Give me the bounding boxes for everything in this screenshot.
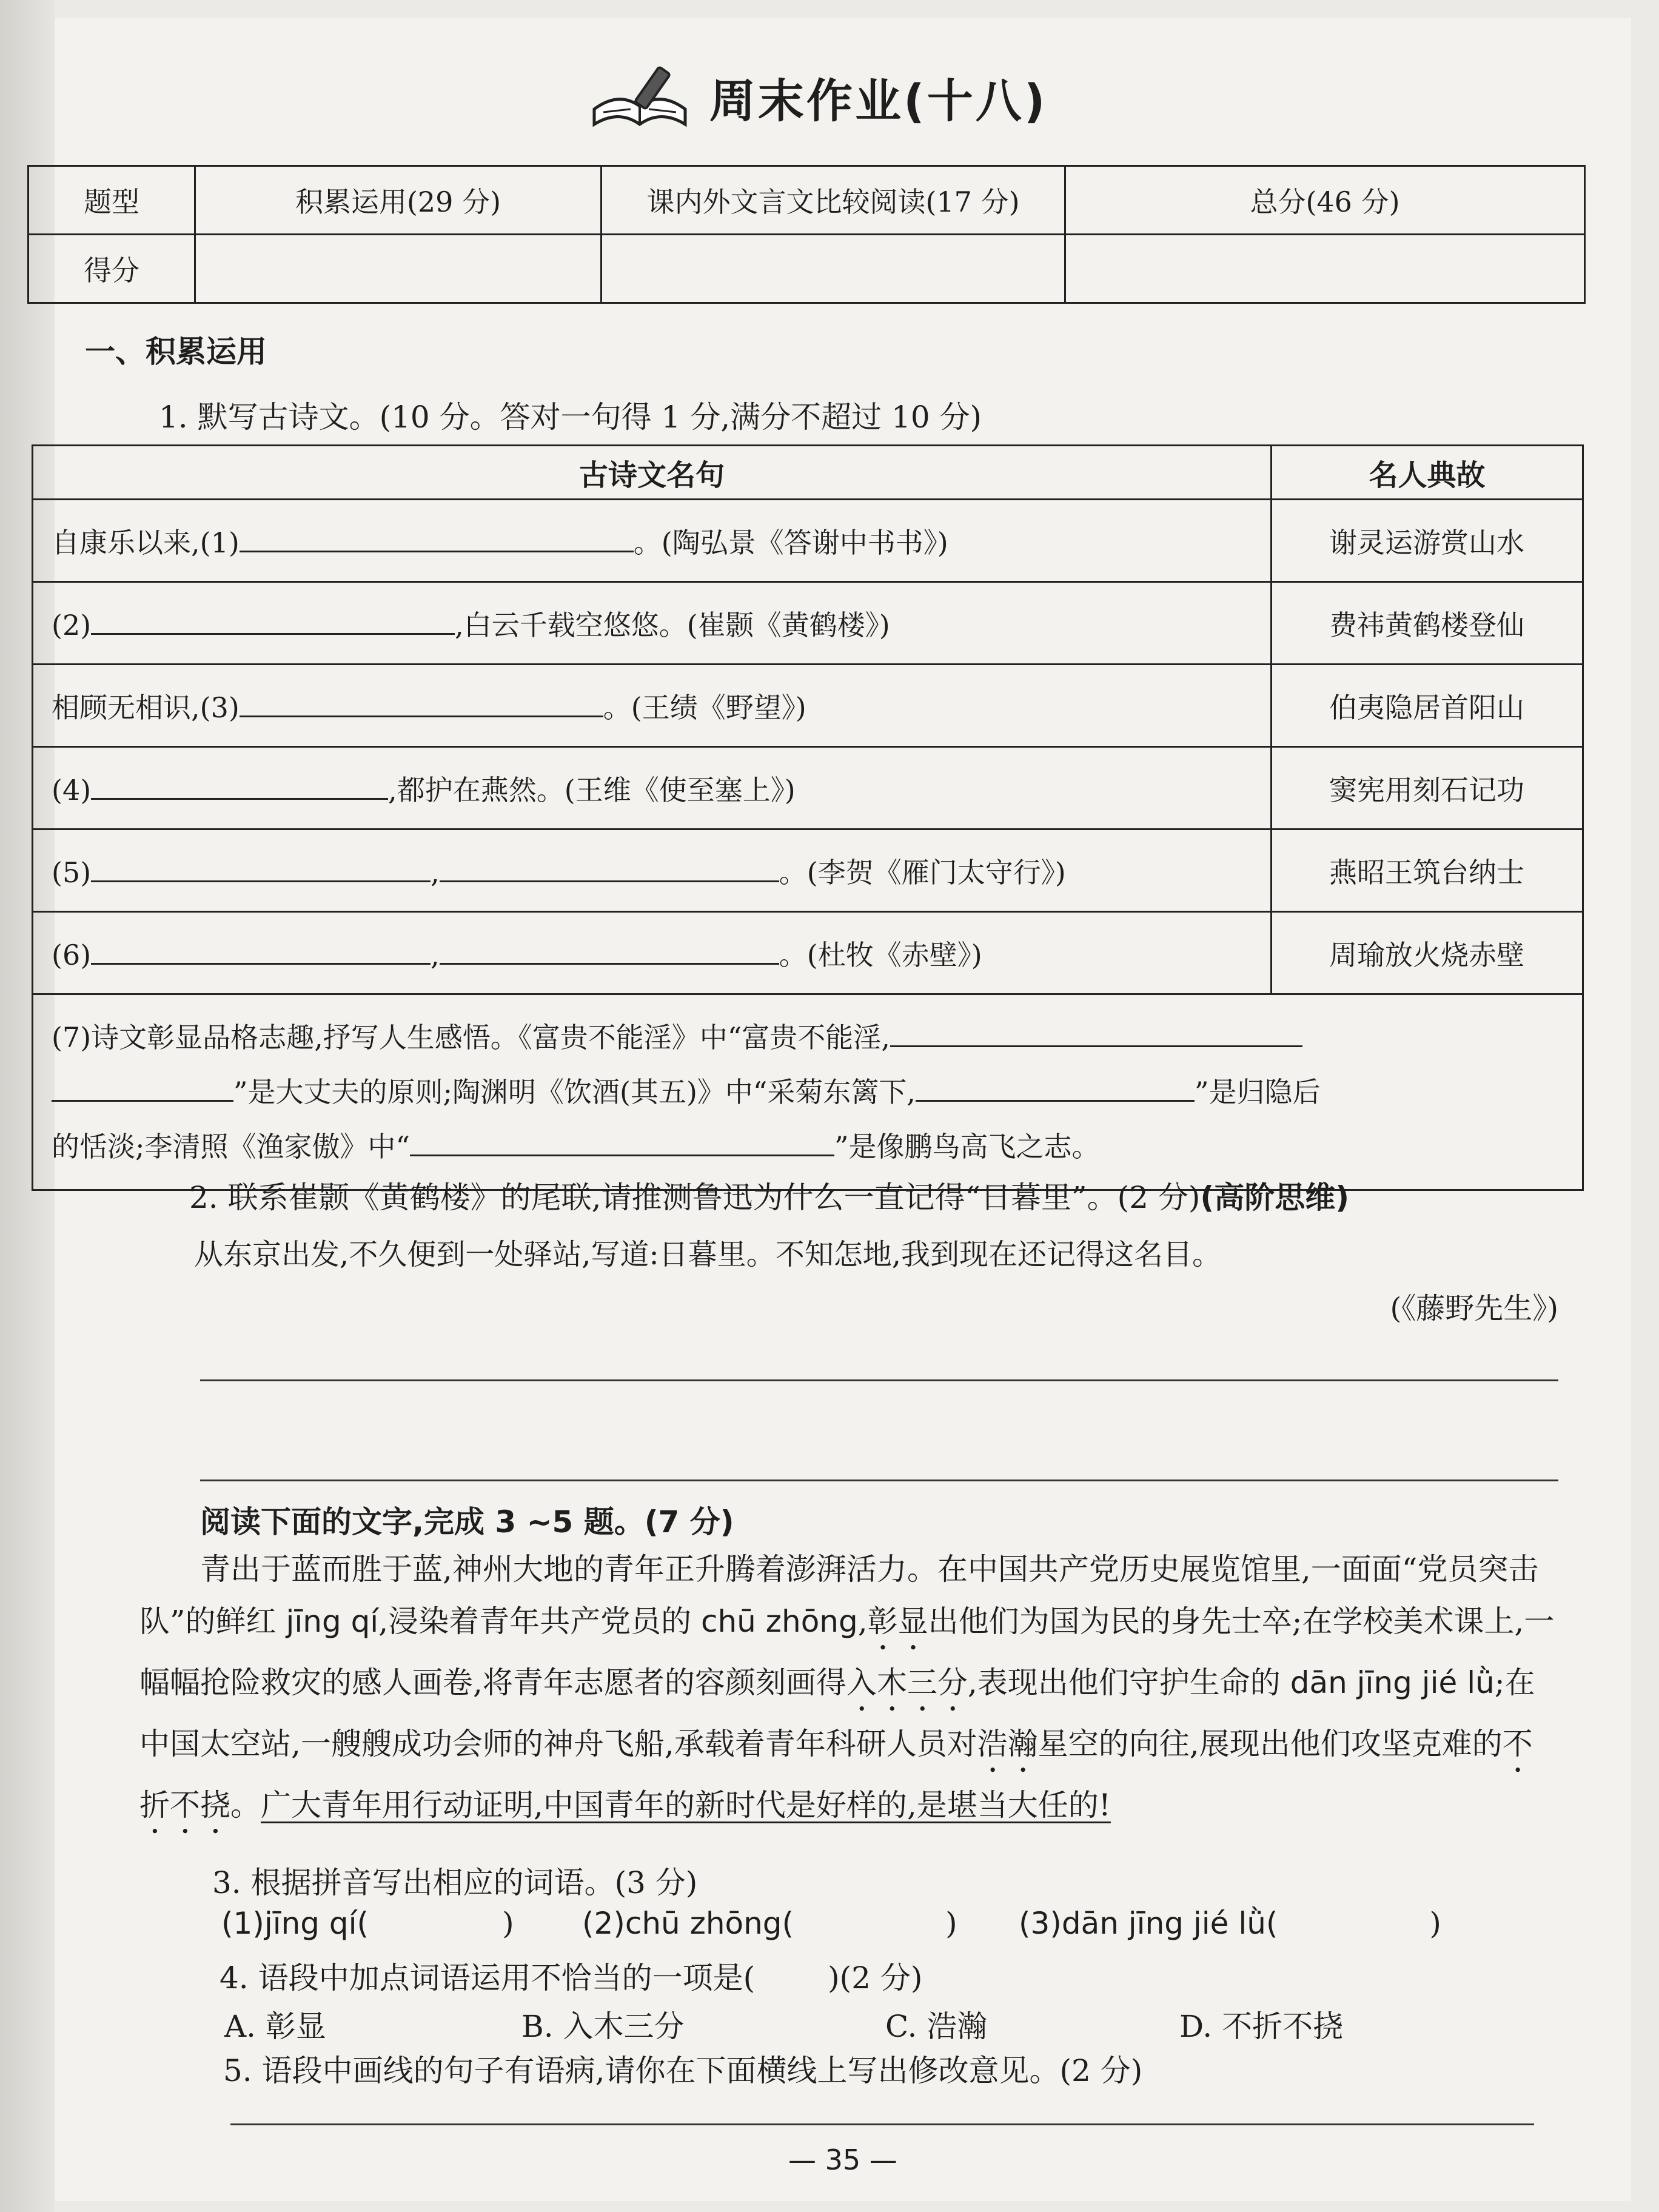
answer-blank[interactable] [52, 1076, 233, 1102]
score-row-label: 得分 [28, 235, 195, 303]
q3-item-3: (3)dān jīng jié lǜ( ) [1019, 1906, 1441, 1941]
poem-row [33, 665, 1583, 747]
score-table [27, 165, 1586, 304]
page-number: — 35 — [788, 2143, 897, 2176]
answer-blank[interactable] [916, 1076, 1195, 1102]
question-3: 3. 根据拼音写出相应的词语。(3 分) [212, 1865, 698, 1900]
q3-item-2: (2)chū zhōng( ) [582, 1906, 957, 1941]
poem-cell: (2) ,白云千载空悠悠。(崔颢《黄鹤楼》) [33, 582, 1272, 665]
famous-header: 名人典故 [1272, 446, 1583, 500]
score-header-row [28, 166, 1585, 235]
famous-cell: 费祎黄鹤楼登仙 [1272, 582, 1583, 665]
poem-cell: 自康乐以来,(1) 。(陶弘景《答谢中书书》) [33, 500, 1272, 582]
section-heading: 一、积累运用 [85, 334, 267, 369]
question-4: 4. 语段中加点词语运用不恰当的一项是( )(2 分) [220, 1960, 923, 1996]
score-row [28, 235, 1585, 303]
answer-blank[interactable] [440, 856, 779, 882]
answer-blank[interactable] [890, 1021, 1302, 1047]
dotted-word: 浩瀚 [977, 1726, 1038, 1761]
famous-cell: 燕昭王筑台纳士 [1272, 830, 1583, 912]
score-input-cell[interactable] [195, 235, 602, 303]
answer-line[interactable] [200, 1379, 1558, 1381]
poem-cell: (6) , 。(杜牧《赤壁》) [33, 912, 1272, 994]
poem-row [33, 912, 1583, 994]
option-b[interactable]: B. 入木三分 [521, 2009, 685, 2044]
underlined-sentence: 广大青年用行动证明,中国青年的新时代是好样的,是堪当大任的! [261, 1788, 1111, 1823]
quote-box [121, 1231, 1558, 1327]
answer-blank[interactable] [91, 856, 431, 882]
reading-intro: 阅读下面的文字,完成 3 ~5 题。(7 分) [200, 1504, 734, 1540]
dotted-word: 入木三分 [846, 1665, 968, 1700]
open-book-pencil-icon [588, 61, 691, 133]
answer-blank[interactable] [91, 774, 388, 800]
poem-cell: 相顾无相识,(3) 。(王绩《野望》) [33, 665, 1272, 747]
option-d[interactable]: D. 不折不挠 [1179, 2009, 1344, 2044]
page-title: 周末作业(十八) [709, 73, 1048, 128]
higher-order-tag: (高阶思维) [1200, 1180, 1350, 1215]
score-header-cell: 总分(46 分) [1065, 166, 1585, 235]
answer-blank[interactable] [91, 939, 431, 965]
famous-cell: 周瑜放火烧赤壁 [1272, 912, 1583, 994]
score-header-cell: 题型 [28, 166, 195, 235]
famous-cell: 伯夷隐居首阳山 [1272, 665, 1583, 747]
poem-cell: (4) ,都护在燕然。(王维《使至塞上》) [33, 747, 1272, 830]
poem-row [33, 747, 1583, 830]
poem-header: 古诗文名句 [33, 446, 1272, 500]
famous-cell: 窦宪用刻石记功 [1272, 747, 1583, 830]
option-c[interactable]: C. 浩瀚 [885, 2009, 988, 2044]
famous-cell: 谢灵运游赏山水 [1272, 500, 1583, 582]
poem-cell: (5) , 。(李贺《雁门太守行》) [33, 830, 1272, 912]
poem-row [33, 582, 1583, 665]
reading-paragraph: 青出于蓝而胜于蓝,神州大地的青年正升腾着澎湃活力。在中国共产党历史展览馆里,一面面“党员突击队”的鲜红 jīng qí,浸染着青年共产党员的 chū zhōng,彰显出他们为国为民的身先士卒;在学校美术课上,一幅幅抢险救灾的感人画卷,将青年志愿者的容颜刻画得入木三分,表现出他们守护生命的 dān jīng jié lǜ;在中国太空站,一艘艘成功会师的神舟飞船,承载着青年科研人员对浩瀚星空的向往,展现出他们攻坚克难的不折不挠。广大青年用行动证明,中国青年的新时代是好样的,是堪当大任的! [139, 1552, 1555, 1823]
quote-text: 从东京出发,不久便到一处驿站,写道:日暮里。不知怎地,我到现在还记得这名目。 [194, 1238, 1221, 1272]
poem-cell-7: (7)诗文彰显品格志趣,抒写人生感悟。《富贵不能淫》中“富贵不能淫, ”是大丈夫的原则;陶渊明《饮酒(其五)》中“采菊东篱下, ”是归隐后 的恬淡;李清照《渔家傲》中“ ”是像鹏鸟高飞之志。 [33, 994, 1583, 1190]
answer-blank[interactable] [91, 609, 455, 635]
score-input-cell[interactable] [1065, 235, 1585, 303]
q3-item-1: (1)jīng qí( ) [221, 1906, 514, 1941]
answer-blank[interactable] [240, 691, 603, 717]
question-2: 2. 联系崔颢《黄鹤楼》的尾联,请推测鲁迅为什么一直记得“日暮里”。(2 分)(高阶思维) [189, 1180, 1350, 1215]
pinyin: dān jīng jié lǜ [1290, 1665, 1495, 1700]
pinyin: chū zhōng [701, 1604, 858, 1639]
poem-header-row [33, 446, 1583, 500]
score-input-cell[interactable] [602, 235, 1065, 303]
answer-line[interactable] [230, 2123, 1534, 2125]
pinyin: jīng qí [286, 1604, 379, 1639]
poem-row-7 [33, 994, 1583, 1190]
poem-row [33, 830, 1583, 912]
title-area [588, 61, 1047, 133]
score-header-cell: 积累运用(29 分) [195, 166, 602, 235]
dotted-word: 彰显 [867, 1604, 928, 1639]
poem-table [32, 444, 1584, 1191]
question-1: 1. 默写古诗文。(10 分。答对一句得 1 分,满分不超过 10 分) [159, 400, 982, 435]
answer-blank[interactable] [410, 1130, 834, 1156]
answer-line[interactable] [200, 1480, 1558, 1481]
question-5: 5. 语段中画线的句子有语病,请你在下面横线上写出修改意见。(2 分) [223, 2053, 1143, 2088]
option-a[interactable]: A. 彰显 [224, 2009, 326, 2044]
poem-row [33, 500, 1583, 582]
answer-blank[interactable] [240, 526, 634, 552]
dotted-word: 不折不挠 [139, 1726, 1533, 1823]
answer-blank[interactable] [440, 939, 779, 965]
quote-source: (《藤野先生》) [1390, 1292, 1558, 1326]
score-header-cell: 课内外文言文比较阅读(17 分) [602, 166, 1065, 235]
